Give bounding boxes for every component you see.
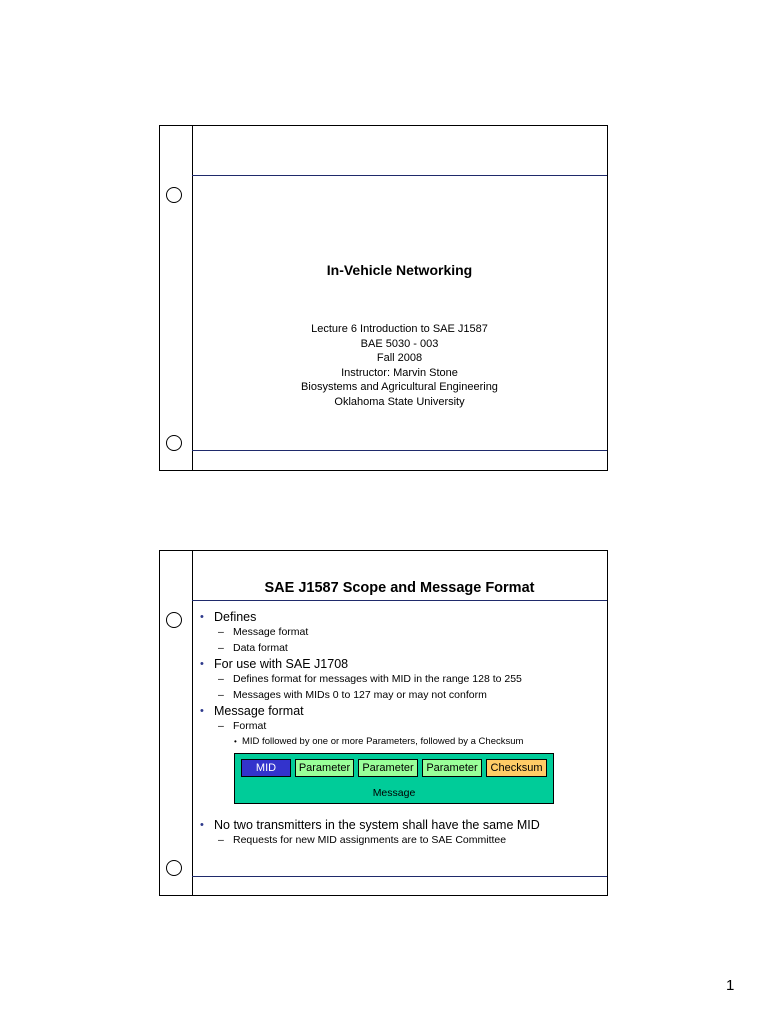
sub-sub-bullet-mid-followed: • MID followed by one or more Parameters, followed by a Checksum <box>234 735 524 747</box>
course-line: BAE 5030 - 003 <box>360 337 439 350</box>
term-line: Fall 2008 <box>376 352 423 364</box>
punch-hole-icon <box>166 187 182 203</box>
bullet-no-two-transmitters: • No two transmitters in the system shall have the same MID <box>200 817 540 832</box>
sub-bullet-format: – Format <box>200 719 603 735</box>
bullet-defines: • Defines <box>200 610 257 624</box>
slide-1-footer-line <box>192 450 607 451</box>
bullet-dot-icon: • <box>200 658 204 670</box>
slide-1-header-line <box>192 175 607 176</box>
slide-1-title: In-Vehicle Networking <box>326 262 473 278</box>
checksum-box: Checksum <box>486 759 547 777</box>
bullet-dot-icon: • <box>200 705 204 717</box>
parameter-box-2: Parameter <box>358 759 418 777</box>
sub-bullet-requests: – Requests for new MID assignments are to SAE Committee <box>200 833 603 849</box>
department-line: Biosystems and Agricultural Engineering <box>301 381 498 393</box>
sub-bullet-mids-0-127: – Messages with MIDs 0 to 127 may or may not conform <box>200 688 603 704</box>
university-line: Oklahoma State University <box>334 395 465 408</box>
message-format-diagram <box>234 753 554 804</box>
bullet-message-format: • Message format <box>200 704 304 718</box>
slide-2-title: SAE J1587 Scope and Message Format <box>264 580 535 596</box>
slide-2-margin-line <box>192 551 193 895</box>
punch-hole-icon <box>166 612 182 628</box>
page-number: 1 <box>726 977 735 994</box>
punch-hole-icon <box>166 860 182 876</box>
dash-icon: – <box>218 833 224 846</box>
parameter-box-3: Parameter <box>422 759 482 777</box>
bullet-for-use: • For use with SAE J1708 <box>200 657 349 671</box>
dash-icon: – <box>218 641 224 654</box>
slide-2 <box>159 550 608 896</box>
slide-2-content <box>200 609 603 848</box>
punch-hole-icon <box>166 435 182 451</box>
sub-bullet-data-format: – Data format <box>200 641 603 657</box>
lecture-line: Lecture 6 Introduction to SAE J1587 <box>311 323 488 335</box>
slide-1-margin-line <box>192 126 193 470</box>
dash-icon: – <box>218 720 224 732</box>
dash-icon: – <box>218 673 224 685</box>
mid-box: MID <box>241 759 291 777</box>
slide-1 <box>159 125 608 471</box>
message-label: Message <box>372 786 416 799</box>
slide-2-footer-line <box>192 876 607 877</box>
sub-bullet-message-format: – Message format <box>200 625 603 641</box>
bullet-dot-icon: • <box>234 736 237 746</box>
sub-bullet-defines-format: – Defines format for messages with MID in the range 128 to 255 <box>200 672 603 688</box>
instructor-line: Instructor: Marvin Stone <box>341 366 458 379</box>
bullet-dot-icon: • <box>200 818 204 831</box>
parameter-box-1: Parameter <box>295 759 354 777</box>
slide-2-header-line <box>192 600 607 601</box>
slide-1-info <box>192 322 607 409</box>
dash-icon: – <box>218 688 224 701</box>
bullet-dot-icon: • <box>200 611 204 623</box>
dash-icon: – <box>218 626 224 638</box>
